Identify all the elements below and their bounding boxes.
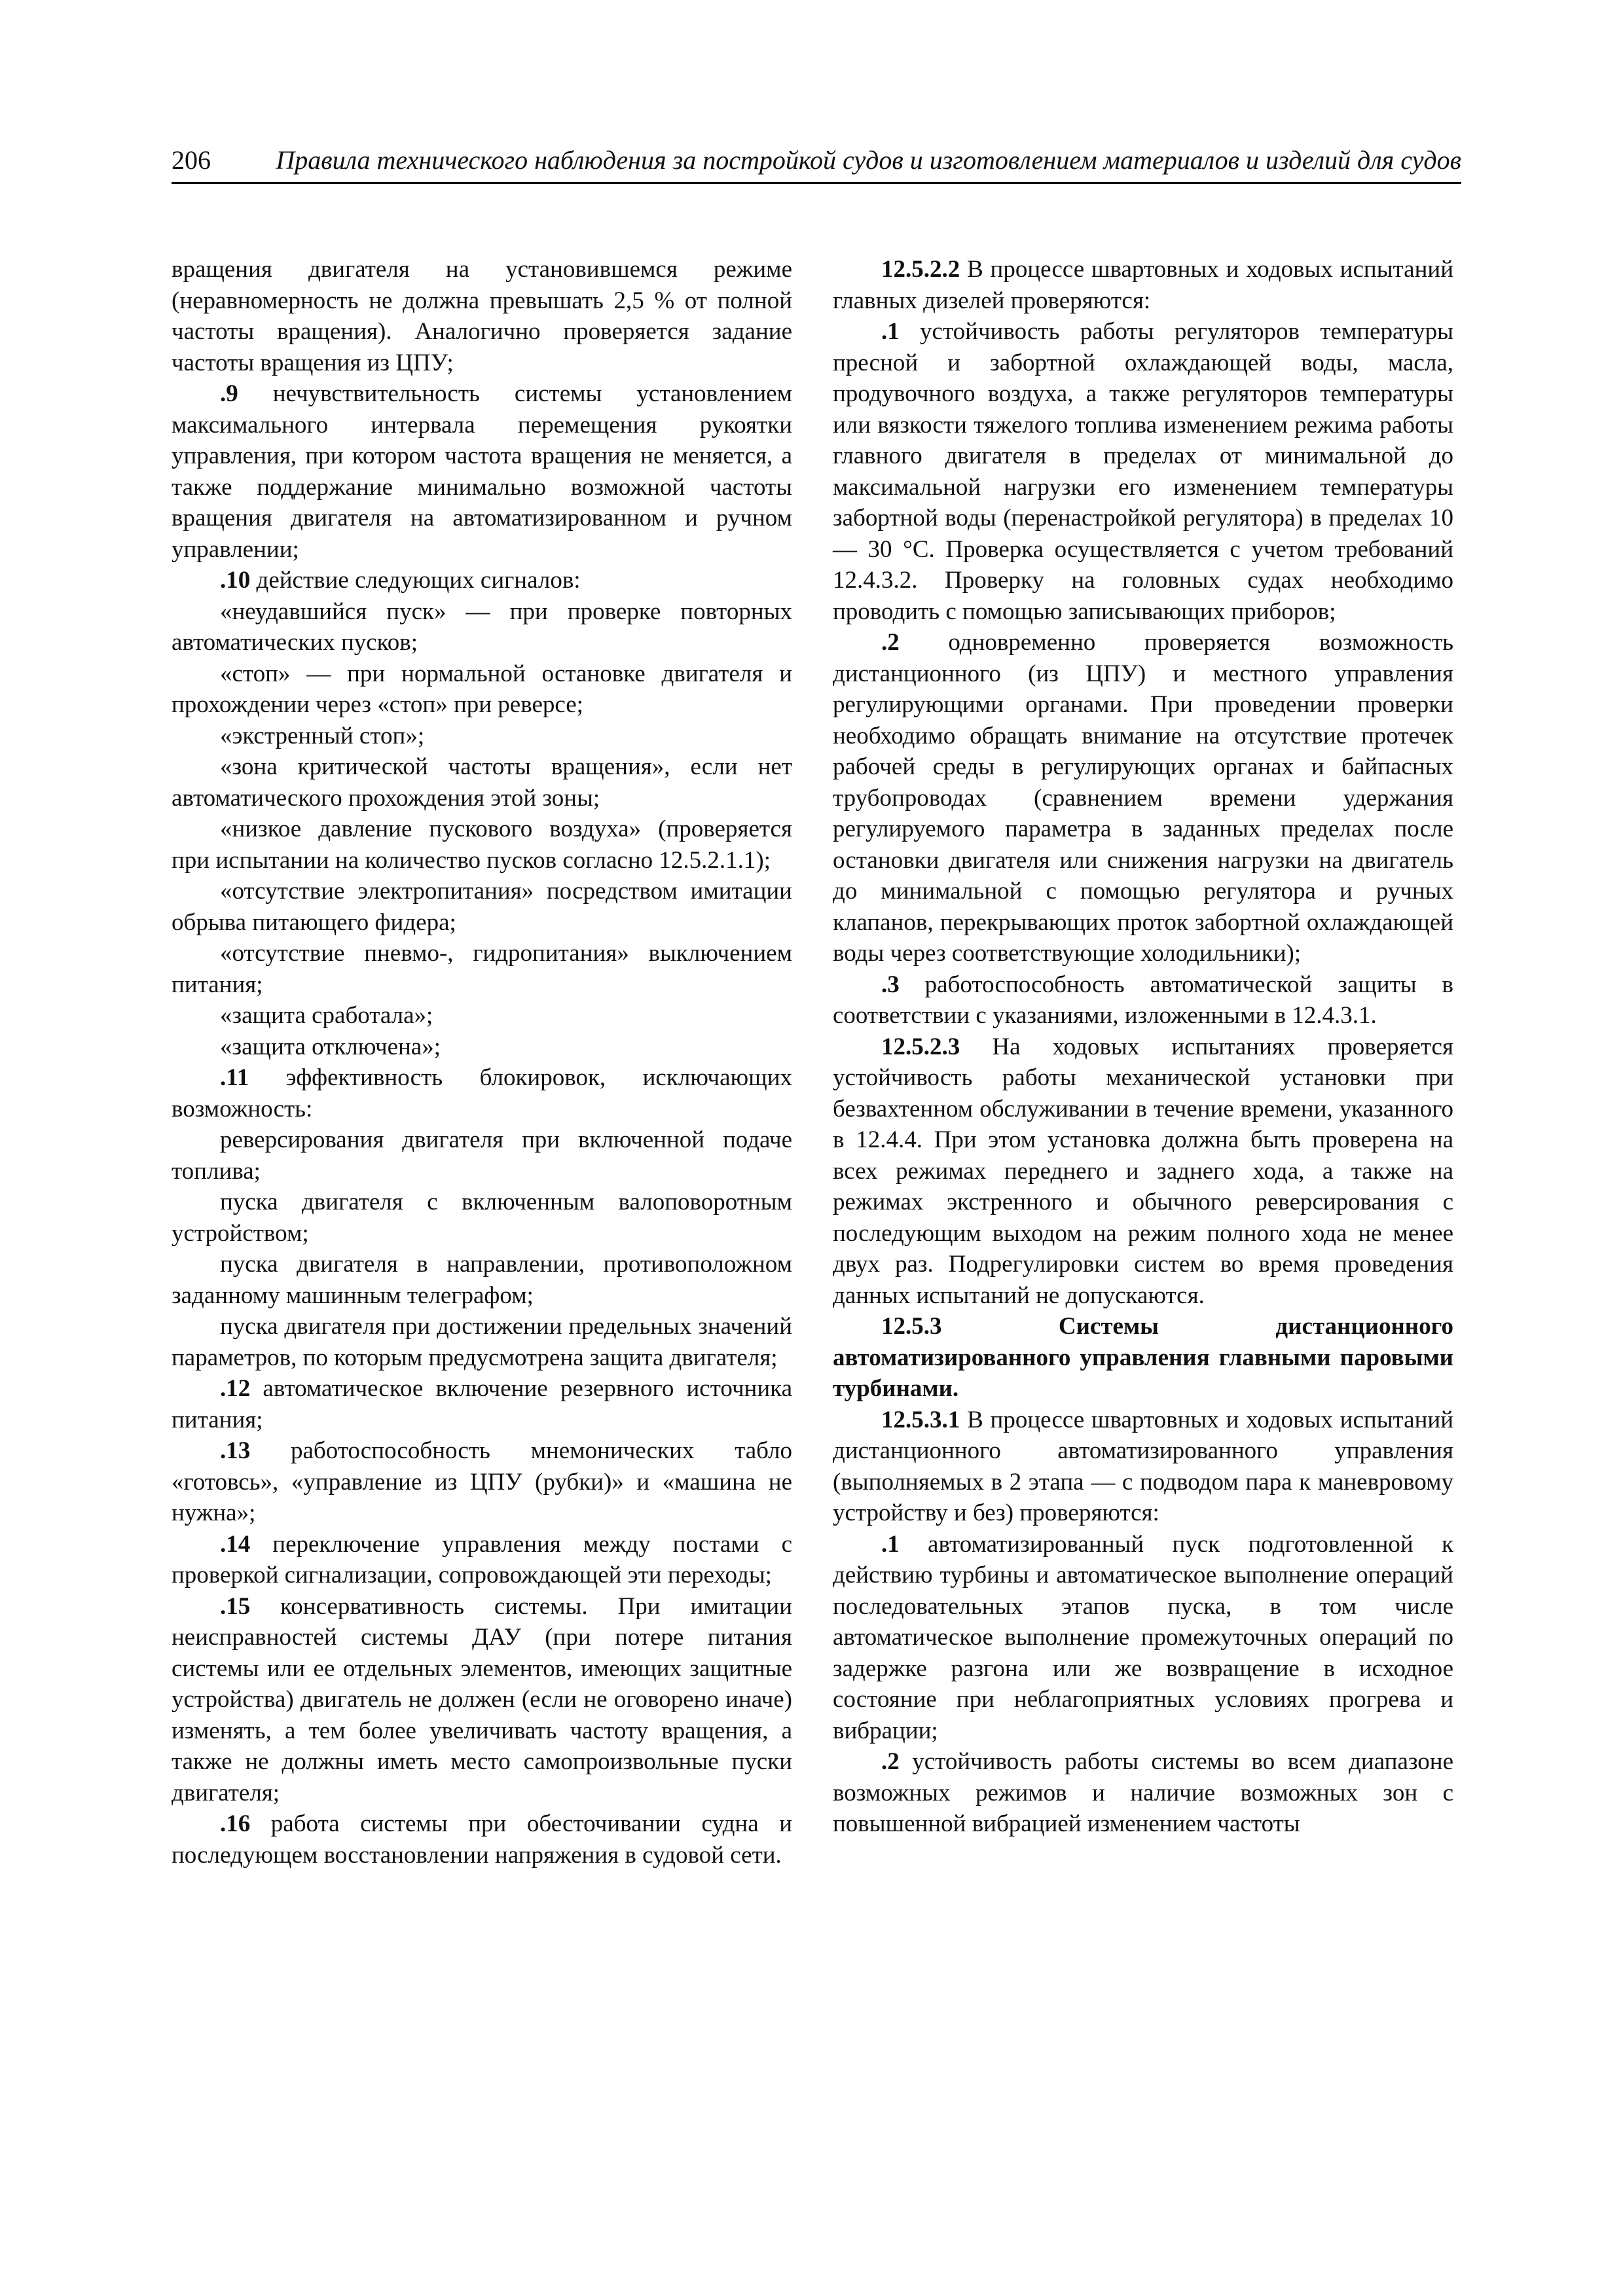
paragraph: .10 действие следующих сигналов: xyxy=(220,567,581,594)
section-heading: 12.5.3 Системы дистанционного автоматизированного управления главными паровыми турбинами. xyxy=(833,1313,1453,1402)
item-number: .16 xyxy=(220,1810,251,1837)
item-number: .2 xyxy=(881,629,900,656)
paragraph: вращения двигателя на установившемся режиме (неравномерность не должна превышать 2,5 % от полной частоты вращения). Аналогично проверяется задание частоты вращения из ЦПУ; xyxy=(172,256,792,376)
paragraph: «зона критической частоты вращения», если нет автоматического прохождения этой зоны; xyxy=(172,753,792,812)
paragraph: пуска двигателя при достижении предельных значений параметров, по которым предусмотрена защита двигателя; xyxy=(172,1313,792,1371)
paragraph: пуска двигателя с включенным валоповоротным устройством; xyxy=(172,1189,792,1247)
paragraph: .1 автоматизированный пуск подготовленной к действию турбины и автоматическое выполнение операций последовательных этапов пуска, в том числе автоматическое выполнение промежуточных операций по задержке разгона или же возвращение в исходное состояние при неблагоприятных условиях прогрева и вибрации; xyxy=(833,1530,1453,1744)
section-number: 12.5.3.1 xyxy=(881,1406,960,1433)
item-number: .11 xyxy=(220,1064,249,1091)
left-column xyxy=(172,254,792,1871)
item-number: .14 xyxy=(220,1530,251,1558)
paragraph: .13 работоспособность мнемонических табло «готовсь», «управление из ЦПУ (рубки)» и «машина не нужна»; xyxy=(172,1437,792,1526)
header-rule xyxy=(172,182,1461,184)
paragraph: «стоп» — при нормальной остановке двигателя и прохождении через «стоп» при реверсе; xyxy=(172,660,792,718)
paragraph: «неудавшийся пуск» — при проверке повторных автоматических пусков; xyxy=(172,598,792,656)
paragraph: «отсутствие электропитания» посредством имитации обрыва питающего фидера; xyxy=(172,878,792,936)
paragraph: .12 автоматическое включение резервного источника питания; xyxy=(172,1375,792,1433)
paragraph: «низкое давление пускового воздуха» (проверяется при испытании на количество пусков согласно 12.5.2.1.1); xyxy=(172,816,792,874)
item-number: .2 xyxy=(881,1748,900,1775)
paragraph: .15 консервативность системы. При имитации неисправностей системы ДАУ (при потере питания системы или ее отдельных элементов, имеющих защитные устройства) двигатель не должен (если не оговорено иначе) изменять, а тем более увеличивать частоту вращения, а также не должны иметь место самопроизвольные пуски двигателя; xyxy=(172,1592,792,1806)
item-number: .1 xyxy=(881,318,900,345)
paragraph: .2 устойчивость работы системы во всем диапазоне возможных режимов и наличие возможных зон с повышенной вибрацией изменением частоты xyxy=(833,1748,1453,1837)
paragraph: 12.5.2.3 На ходовых испытаниях проверяется устойчивость работы механической установки при безвахтенном обслуживании в течение времени, указанного в 12.4.4. При этом установка должна быть проверена на всех режимах переднего и заднего хода, а также на режимах экстренного и обычного реверсирования с последующим выходом на режим полного хода не менее двух раз. Подрегулировки систем во время проведения данных испытаний не допускаются. xyxy=(833,1033,1453,1309)
paragraph: .16 работа системы при обесточивании судна и последующем восстановлении напряжения в судовой сети. xyxy=(172,1810,792,1869)
item-number: .13 xyxy=(220,1437,251,1464)
item-number: .15 xyxy=(220,1592,251,1620)
paragraph: .11 эффективность блокировок, исключающих возможность: xyxy=(172,1064,792,1122)
paragraph: пуска двигателя в направлении, противоположном заданному машинным телеграфом; xyxy=(172,1251,792,1309)
paragraph: «отсутствие пневмо-, гидропитания» выключением питания; xyxy=(172,940,792,998)
page-number: 206 xyxy=(172,145,211,175)
paragraph: «защита отключена»; xyxy=(220,1033,441,1060)
section-number: 12.5.2.2 xyxy=(881,256,960,283)
paragraph: реверсирования двигателя при включенной подаче топлива; xyxy=(172,1126,792,1185)
section-number: 12.5.2.3 xyxy=(881,1033,960,1060)
item-number: .3 xyxy=(881,971,900,998)
paragraph: 12.5.3.1 В процессе швартовных и ходовых испытаний дистанционного автоматизированного управления (выполняемых в 2 этапа — с подводом пара к маневровому устройству и без) проверяются: xyxy=(833,1406,1453,1526)
paragraph: .1 устойчивость работы регуляторов температуры пресной и забортной охлаждающей воды, масла, продувочного воздуха, а также регуляторов температуры или вязкости тяжелого топлива изменением режима работы главного двигателя в пределах от минимальной до максимальной нагрузки его изменением температуры забортной воды (перенастройкой регулятора) в пределах 10 — 30 °С. Проверка осуществляется с учетом требований 12.4.3.2. Проверку на головных судах необходимо проводить с помощью записывающих приборов; xyxy=(833,318,1453,625)
item-number: .1 xyxy=(881,1530,900,1558)
paragraph: «экстренный стоп»; xyxy=(220,722,425,749)
right-column xyxy=(833,254,1453,1840)
paragraph: .3 работоспособность автоматической защиты в соответствии с указаниями, изложенными в 12.4.3.1. xyxy=(833,971,1453,1029)
paragraph: .9 нечувствительность системы установлением максимального интервала перемещения рукоятки управления, при котором частота вращения не меняется, а также поддержание минимально возможной частоты вращения двигателя на автоматизированном и ручном управлении; xyxy=(172,380,792,563)
paragraph: .2 одновременно проверяется возможность дистанционного (из ЦПУ) и местного управления регулирующими органами. При проведении проверки необходимо обращать внимание на отсутствие протечек рабочей среды в регулирующих органах и байпасных трубопроводах (сравнением времени удержания регулируемого параметра в заданных пределах после остановки двигателя или снижения нагрузки на двигатель до минимальной с помощью регулятора и ручных клапанов, перекрывающих проток забортной охлаждающей воды через соответствующие холодильники); xyxy=(833,629,1453,967)
item-number: .10 xyxy=(220,567,251,594)
item-number: .12 xyxy=(220,1375,251,1402)
paragraph: «защита сработала»; xyxy=(220,1002,433,1029)
paragraph: .14 переключение управления между постами с проверкой сигнализации, сопровождающей эти переходы; xyxy=(172,1530,792,1588)
paragraph: 12.5.2.2 В процессе швартовных и ходовых испытаний главных дизелей проверяются: xyxy=(833,256,1453,314)
running-title: Правила технического наблюдения за постройкой судов и изготовлением материалов и изделий для судов xyxy=(276,145,1461,175)
item-number: .9 xyxy=(220,380,238,407)
page-header xyxy=(172,143,1461,182)
